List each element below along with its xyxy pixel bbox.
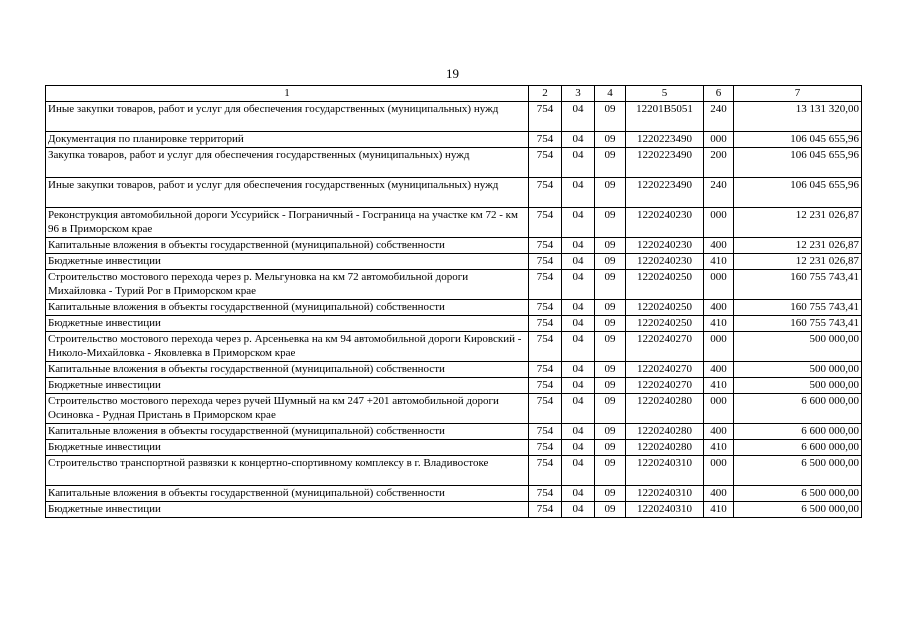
row-section-code: 04 <box>562 270 595 300</box>
row-target-article-code: 1220240310 <box>626 456 704 486</box>
row-target-article-code: 1220240280 <box>626 394 704 424</box>
row-amount: 12 231 026,87 <box>734 208 862 238</box>
row-expense-type-code: 000 <box>704 208 734 238</box>
row-expense-type-code: 410 <box>704 502 734 518</box>
row-target-article-code: 1220240250 <box>626 270 704 300</box>
header-col-3: 3 <box>562 86 595 102</box>
table-row <box>46 148 862 178</box>
row-ved-code: 754 <box>529 378 562 394</box>
row-section-code: 04 <box>562 456 595 486</box>
row-target-article-code: 1220223490 <box>626 178 704 208</box>
row-target-article-code: 1220240230 <box>626 208 704 238</box>
row-expense-type-code: 000 <box>704 132 734 148</box>
row-ved-code: 754 <box>529 456 562 486</box>
table-row <box>46 208 862 238</box>
row-amount: 160 755 743,41 <box>734 300 862 316</box>
row-amount: 106 045 655,96 <box>734 178 862 208</box>
row-ved-code: 754 <box>529 102 562 132</box>
row-name: Иные закупки товаров, работ и услуг для обеспечения государственных (муниципальных) нужд <box>46 102 529 132</box>
row-name: Бюджетные инвестиции <box>46 378 529 394</box>
table-row <box>46 378 862 394</box>
row-target-article-code: 1220240230 <box>626 238 704 254</box>
table-row <box>46 178 862 208</box>
row-ved-code: 754 <box>529 424 562 440</box>
header-col-6: 6 <box>704 86 734 102</box>
row-name: Документация по планировке территорий <box>46 132 529 148</box>
row-name: Капитальные вложения в объекты государственной (муниципальной) собственности <box>46 486 529 502</box>
table-row <box>46 238 862 254</box>
table-row <box>46 332 862 362</box>
row-subsection-code: 09 <box>595 300 626 316</box>
row-amount: 12 231 026,87 <box>734 254 862 270</box>
row-expense-type-code: 400 <box>704 362 734 378</box>
row-ved-code: 754 <box>529 362 562 378</box>
row-section-code: 04 <box>562 208 595 238</box>
table-row <box>46 440 862 456</box>
row-subsection-code: 09 <box>595 424 626 440</box>
header-row <box>46 86 862 102</box>
table-row <box>46 486 862 502</box>
row-amount: 500 000,00 <box>734 362 862 378</box>
row-section-code: 04 <box>562 102 595 132</box>
row-expense-type-code: 400 <box>704 238 734 254</box>
row-section-code: 04 <box>562 378 595 394</box>
row-name: Капитальные вложения в объекты государственной (муниципальной) собственности <box>46 300 529 316</box>
row-amount: 6 500 000,00 <box>734 486 862 502</box>
row-target-article-code: 1220240310 <box>626 502 704 518</box>
row-name: Бюджетные инвестиции <box>46 316 529 332</box>
row-name: Капитальные вложения в объекты государственной (муниципальной) собственности <box>46 362 529 378</box>
row-subsection-code: 09 <box>595 378 626 394</box>
row-target-article-code: 1220223490 <box>626 132 704 148</box>
row-expense-type-code: 240 <box>704 102 734 132</box>
table-row <box>46 456 862 486</box>
row-ved-code: 754 <box>529 238 562 254</box>
row-subsection-code: 09 <box>595 394 626 424</box>
row-subsection-code: 09 <box>595 208 626 238</box>
row-name: Бюджетные инвестиции <box>46 440 529 456</box>
row-name: Капитальные вложения в объекты государственной (муниципальной) собственности <box>46 424 529 440</box>
header-col-2: 2 <box>529 86 562 102</box>
row-target-article-code: 1220240280 <box>626 424 704 440</box>
page-number: 19 <box>446 66 459 81</box>
row-target-article-code: 1220223490 <box>626 148 704 178</box>
row-section-code: 04 <box>562 300 595 316</box>
row-section-code: 04 <box>562 502 595 518</box>
row-ved-code: 754 <box>529 486 562 502</box>
row-section-code: 04 <box>562 424 595 440</box>
row-target-article-code: 1220240270 <box>626 332 704 362</box>
row-section-code: 04 <box>562 148 595 178</box>
table-row <box>46 362 862 378</box>
row-target-article-code: 1220240270 <box>626 378 704 394</box>
row-name: Бюджетные инвестиции <box>46 254 529 270</box>
row-ved-code: 754 <box>529 208 562 238</box>
row-subsection-code: 09 <box>595 148 626 178</box>
row-section-code: 04 <box>562 394 595 424</box>
row-subsection-code: 09 <box>595 440 626 456</box>
row-amount: 6 500 000,00 <box>734 456 862 486</box>
row-amount: 500 000,00 <box>734 332 862 362</box>
row-amount: 6 500 000,00 <box>734 502 862 518</box>
row-subsection-code: 09 <box>595 362 626 378</box>
row-section-code: 04 <box>562 132 595 148</box>
row-subsection-code: 09 <box>595 456 626 486</box>
table-row <box>46 300 862 316</box>
row-section-code: 04 <box>562 238 595 254</box>
row-subsection-code: 09 <box>595 178 626 208</box>
table-row <box>46 102 862 132</box>
header-col-1: 1 <box>46 86 529 102</box>
row-expense-type-code: 000 <box>704 394 734 424</box>
row-amount: 500 000,00 <box>734 378 862 394</box>
row-target-article-code: 12201B5051 <box>626 102 704 132</box>
row-amount: 160 755 743,41 <box>734 316 862 332</box>
row-ved-code: 754 <box>529 316 562 332</box>
row-ved-code: 754 <box>529 502 562 518</box>
row-expense-type-code: 410 <box>704 316 734 332</box>
row-subsection-code: 09 <box>595 270 626 300</box>
row-section-code: 04 <box>562 486 595 502</box>
table-row <box>46 394 862 424</box>
table-row <box>46 424 862 440</box>
row-expense-type-code: 000 <box>704 456 734 486</box>
row-target-article-code: 1220240250 <box>626 316 704 332</box>
row-target-article-code: 1220240310 <box>626 486 704 502</box>
row-section-code: 04 <box>562 316 595 332</box>
row-name: Закупка товаров, работ и услуг для обеспечения государственных (муниципальных) нужд <box>46 148 529 178</box>
row-amount: 6 600 000,00 <box>734 440 862 456</box>
row-ved-code: 754 <box>529 332 562 362</box>
row-amount: 160 755 743,41 <box>734 270 862 300</box>
row-section-code: 04 <box>562 178 595 208</box>
row-subsection-code: 09 <box>595 316 626 332</box>
row-name: Строительство мостового перехода через р. Арсеньевка на км 94 автомобильной дороги Кировский - Николо-Михайловка - Яковлевка в Приморском крае <box>46 332 529 362</box>
row-amount: 6 600 000,00 <box>734 394 862 424</box>
row-ved-code: 754 <box>529 148 562 178</box>
row-expense-type-code: 410 <box>704 378 734 394</box>
row-amount: 12 231 026,87 <box>734 238 862 254</box>
row-expense-type-code: 200 <box>704 148 734 178</box>
row-expense-type-code: 400 <box>704 424 734 440</box>
row-name: Капитальные вложения в объекты государственной (муниципальной) собственности <box>46 238 529 254</box>
row-target-article-code: 1220240230 <box>626 254 704 270</box>
row-subsection-code: 09 <box>595 502 626 518</box>
row-expense-type-code: 400 <box>704 300 734 316</box>
row-ved-code: 754 <box>529 132 562 148</box>
row-name: Строительство мостового перехода через ручей Шумный на км 247 +201 автомобильной дороги Осиновка - Рудная Пристань в Приморском крае <box>46 394 529 424</box>
row-name: Строительство мостового перехода через р. Мельгуновка на км 72 автомобильной дороги Михайловка - Турий Рог в Приморском крае <box>46 270 529 300</box>
row-ved-code: 754 <box>529 178 562 208</box>
row-amount: 106 045 655,96 <box>734 132 862 148</box>
row-expense-type-code: 000 <box>704 270 734 300</box>
row-ved-code: 754 <box>529 440 562 456</box>
row-target-article-code: 1220240250 <box>626 300 704 316</box>
table-row <box>46 270 862 300</box>
row-expense-type-code: 000 <box>704 332 734 362</box>
table-row <box>46 254 862 270</box>
row-subsection-code: 09 <box>595 238 626 254</box>
row-subsection-code: 09 <box>595 254 626 270</box>
row-section-code: 04 <box>562 362 595 378</box>
row-expense-type-code: 410 <box>704 254 734 270</box>
row-expense-type-code: 410 <box>704 440 734 456</box>
row-subsection-code: 09 <box>595 102 626 132</box>
row-ved-code: 754 <box>529 300 562 316</box>
row-amount: 13 131 320,00 <box>734 102 862 132</box>
row-ved-code: 754 <box>529 394 562 424</box>
budget-table <box>45 85 862 518</box>
row-name: Бюджетные инвестиции <box>46 502 529 518</box>
table-body <box>46 102 862 518</box>
table-row <box>46 132 862 148</box>
row-section-code: 04 <box>562 332 595 362</box>
row-ved-code: 754 <box>529 270 562 300</box>
row-subsection-code: 09 <box>595 332 626 362</box>
row-amount: 6 600 000,00 <box>734 424 862 440</box>
header-col-7: 7 <box>734 86 862 102</box>
header-col-4: 4 <box>595 86 626 102</box>
table-row <box>46 502 862 518</box>
row-subsection-code: 09 <box>595 132 626 148</box>
row-name: Строительство транспортной развязки к концертно-спортивному комплексу в г. Владивостоке <box>46 456 529 486</box>
header-col-5: 5 <box>626 86 704 102</box>
row-target-article-code: 1220240270 <box>626 362 704 378</box>
row-section-code: 04 <box>562 440 595 456</box>
row-target-article-code: 1220240280 <box>626 440 704 456</box>
row-section-code: 04 <box>562 254 595 270</box>
row-ved-code: 754 <box>529 254 562 270</box>
row-amount: 106 045 655,96 <box>734 148 862 178</box>
row-subsection-code: 09 <box>595 486 626 502</box>
row-expense-type-code: 400 <box>704 486 734 502</box>
row-expense-type-code: 240 <box>704 178 734 208</box>
row-name: Иные закупки товаров, работ и услуг для обеспечения государственных (муниципальных) нужд <box>46 178 529 208</box>
row-name: Реконструкция автомобильной дороги Уссурийск - Пограничный - Госграница на участке км 72 - км 96 в Приморском крае <box>46 208 529 238</box>
table-row <box>46 316 862 332</box>
